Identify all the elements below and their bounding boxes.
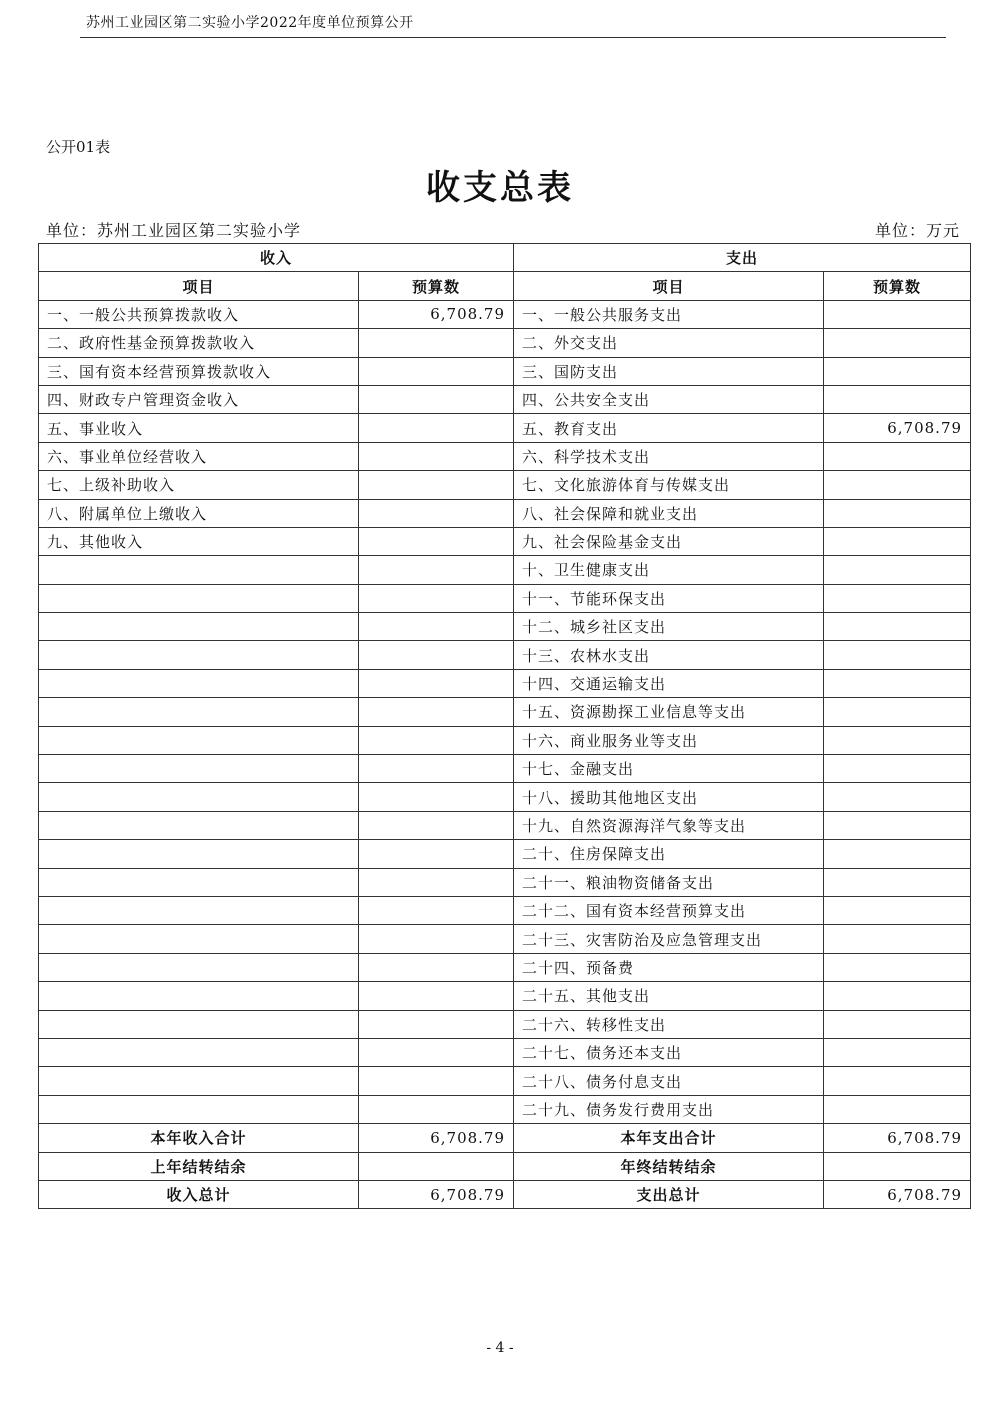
table-row <box>39 953 971 981</box>
expense-item-cell: 二十九、债务发行费用支出 <box>514 1095 824 1123</box>
expense-amount-cell <box>824 1038 971 1066</box>
expense-item-cell: 二十八、债务付息支出 <box>514 1067 824 1095</box>
income-item-cell <box>39 613 359 641</box>
table-row <box>39 1038 971 1066</box>
income-amount-cell: 6,708.79 <box>359 1180 514 1208</box>
expense-item-cell: 十四、交通运输支出 <box>514 669 824 697</box>
income-amount-cell <box>359 896 514 924</box>
expense-amount-cell <box>824 442 971 470</box>
expense-item-cell: 四、公共安全支出 <box>514 385 824 413</box>
income-amount-cell <box>359 414 514 442</box>
table-row <box>39 613 971 641</box>
table-row <box>39 385 971 413</box>
income-amount-cell <box>359 726 514 754</box>
income-amount-cell <box>359 584 514 612</box>
income-amount-cell <box>359 925 514 953</box>
income-item-cell <box>39 783 359 811</box>
table-row <box>39 527 971 555</box>
expense-amount-cell <box>824 1095 971 1123</box>
income-amount-cell <box>359 613 514 641</box>
expense-item-cell: 十、卫生健康支出 <box>514 556 824 584</box>
income-amount-cell <box>359 698 514 726</box>
table-row <box>39 783 971 811</box>
income-item-cell: 本年收入合计 <box>39 1124 359 1152</box>
table-row <box>39 329 971 357</box>
income-item-cell: 五、事业收入 <box>39 414 359 442</box>
income-item-cell <box>39 726 359 754</box>
income-amount-cell <box>359 783 514 811</box>
income-item-cell <box>39 641 359 669</box>
income-item-cell <box>39 868 359 896</box>
income-item-cell <box>39 1010 359 1038</box>
income-amount-cell <box>359 840 514 868</box>
expense-amount-cell <box>824 527 971 555</box>
expense-item-cell: 十八、援助其他地区支出 <box>514 783 824 811</box>
table-row <box>39 896 971 924</box>
table-row <box>39 726 971 754</box>
expense-item-cell: 三、国防支出 <box>514 357 824 385</box>
expense-item-cell: 十九、自然资源海洋气象等支出 <box>514 811 824 839</box>
table-row <box>39 641 971 669</box>
table-row <box>39 442 971 470</box>
expense-item-cell: 十六、商业服务业等支出 <box>514 726 824 754</box>
expense-amount-cell: 6,708.79 <box>824 1124 971 1152</box>
income-amount-cell <box>359 669 514 697</box>
income-item-cell <box>39 1095 359 1123</box>
expense-amount-cell <box>824 783 971 811</box>
income-amount-cell: 6,708.79 <box>359 300 514 328</box>
expense-item-cell: 十七、金融支出 <box>514 755 824 783</box>
income-amount-cell <box>359 357 514 385</box>
expense-amount-cell <box>824 556 971 584</box>
income-item-cell: 九、其他收入 <box>39 527 359 555</box>
income-amount-cell <box>359 1152 514 1180</box>
expense-amount-cell <box>824 471 971 499</box>
table-row <box>39 840 971 868</box>
expense-amount-cell: 6,708.79 <box>824 414 971 442</box>
expense-amount-cell <box>824 641 971 669</box>
income-amount-cell <box>359 471 514 499</box>
income-amount-cell <box>359 641 514 669</box>
income-item-cell <box>39 982 359 1010</box>
income-amount-cell <box>359 1067 514 1095</box>
income-amount-cell <box>359 527 514 555</box>
expense-amount-cell <box>824 925 971 953</box>
income-item-cell: 三、国有资本经营预算拨款收入 <box>39 357 359 385</box>
form-code: 公开01表 <box>46 138 111 156</box>
income-amount-cell <box>359 755 514 783</box>
expense-section-header: 支出 <box>514 244 971 272</box>
expense-amount-cell <box>824 584 971 612</box>
expense-amount-cell <box>824 755 971 783</box>
expense-item-cell: 六、科学技术支出 <box>514 442 824 470</box>
income-item-cell <box>39 698 359 726</box>
income-item-cell <box>39 755 359 783</box>
income-amount-cell <box>359 385 514 413</box>
expense-amount-cell <box>824 357 971 385</box>
income-item-cell: 二、政府性基金预算拨款收入 <box>39 329 359 357</box>
table-row <box>39 471 971 499</box>
table-row <box>39 584 971 612</box>
expense-item-cell: 二十四、预备费 <box>514 953 824 981</box>
expense-item-cell: 二十五、其他支出 <box>514 982 824 1010</box>
expense-item-cell: 一、一般公共服务支出 <box>514 300 824 328</box>
expense-item-cell: 二十三、灾害防治及应急管理支出 <box>514 925 824 953</box>
expense-item-cell: 二十一、粮油物资储备支出 <box>514 868 824 896</box>
table-row <box>39 755 971 783</box>
table-body <box>39 300 971 1209</box>
income-item-cell: 四、财政专户管理资金收入 <box>39 385 359 413</box>
expense-amount-cell <box>824 1067 971 1095</box>
income-amount-cell <box>359 442 514 470</box>
unit-name: 单位：苏州工业园区第二实验小学 <box>46 221 302 240</box>
table-row <box>39 868 971 896</box>
income-item-cell: 七、上级补助收入 <box>39 471 359 499</box>
expense-amount-cell <box>824 1152 971 1180</box>
expense-item-cell: 二十二、国有资本经营预算支出 <box>514 896 824 924</box>
table-row <box>39 1010 971 1038</box>
expense-amount-cell <box>824 982 971 1010</box>
expense-item-cell: 支出总计 <box>514 1180 824 1208</box>
expense-amount-cell <box>824 953 971 981</box>
income-amount-cell <box>359 953 514 981</box>
table-row <box>39 357 971 385</box>
income-item-cell <box>39 840 359 868</box>
expense-item-cell: 五、教育支出 <box>514 414 824 442</box>
income-item-column-header: 项目 <box>39 272 359 300</box>
income-item-cell: 八、附属单位上缴收入 <box>39 499 359 527</box>
table-row <box>39 499 971 527</box>
summary-row <box>39 1152 971 1180</box>
expense-amount-cell <box>824 329 971 357</box>
table-row <box>39 300 971 328</box>
budget-summary-table <box>38 243 971 1209</box>
expense-amount-cell <box>824 1010 971 1038</box>
expense-item-cell: 十二、城乡社区支出 <box>514 613 824 641</box>
expense-amount-cell <box>824 726 971 754</box>
expense-item-cell: 十五、资源勘探工业信息等支出 <box>514 698 824 726</box>
expense-amount-cell <box>824 669 971 697</box>
expense-amount-cell <box>824 698 971 726</box>
table-row <box>39 1067 971 1095</box>
income-item-cell: 一、一般公共预算拨款收入 <box>39 300 359 328</box>
income-amount-cell <box>359 868 514 896</box>
expense-item-cell: 十一、节能环保支出 <box>514 584 824 612</box>
summary-row <box>39 1124 971 1152</box>
document-title: 收支总表 <box>426 168 574 208</box>
expense-item-cell: 七、文化旅游体育与传媒支出 <box>514 471 824 499</box>
expense-amount-cell <box>824 499 971 527</box>
income-amount-cell <box>359 329 514 357</box>
expense-item-cell: 二、外交支出 <box>514 329 824 357</box>
expense-item-cell: 二十六、转移性支出 <box>514 1010 824 1038</box>
income-amount-cell <box>359 556 514 584</box>
income-item-cell <box>39 811 359 839</box>
income-amount-cell <box>359 1010 514 1038</box>
table-row <box>39 556 971 584</box>
table-row <box>39 698 971 726</box>
expense-item-cell: 十三、农林水支出 <box>514 641 824 669</box>
section-header-row <box>39 244 971 272</box>
income-item-cell: 六、事业单位经营收入 <box>39 442 359 470</box>
expense-item-cell: 本年支出合计 <box>514 1124 824 1152</box>
summary-row <box>39 1180 971 1208</box>
currency-unit: 单位：万元 <box>874 221 960 240</box>
expense-item-cell: 二十、住房保障支出 <box>514 840 824 868</box>
income-amount-cell <box>359 1038 514 1066</box>
income-amount-cell <box>359 1095 514 1123</box>
income-section-header: 收入 <box>39 244 514 272</box>
expense-amount-cell <box>824 300 971 328</box>
header-divider <box>80 37 946 38</box>
income-item-cell <box>39 896 359 924</box>
expense-amount-cell <box>824 840 971 868</box>
expense-item-cell: 八、社会保障和就业支出 <box>514 499 824 527</box>
expense-amount-column-header: 预算数 <box>824 272 971 300</box>
income-item-cell <box>39 1038 359 1066</box>
expense-item-column-header: 项目 <box>514 272 824 300</box>
income-amount-cell <box>359 811 514 839</box>
expense-item-cell: 二十七、债务还本支出 <box>514 1038 824 1066</box>
income-item-cell: 上年结转结余 <box>39 1152 359 1180</box>
expense-amount-cell <box>824 896 971 924</box>
income-item-cell <box>39 669 359 697</box>
table-row <box>39 811 971 839</box>
income-item-cell <box>39 925 359 953</box>
expense-amount-cell: 6,708.79 <box>824 1180 971 1208</box>
expense-amount-cell <box>824 385 971 413</box>
income-item-cell <box>39 953 359 981</box>
table-row <box>39 925 971 953</box>
expense-amount-cell <box>824 868 971 896</box>
table-row <box>39 414 971 442</box>
income-item-cell <box>39 584 359 612</box>
income-amount-cell: 6,708.79 <box>359 1124 514 1152</box>
column-header-row <box>39 272 971 300</box>
page-number: - 4 - <box>486 1340 514 1356</box>
running-header: 苏州工业园区第二实验小学2022年度单位预算公开 <box>86 15 414 31</box>
expense-item-cell: 九、社会保险基金支出 <box>514 527 824 555</box>
table-row <box>39 669 971 697</box>
income-amount-cell <box>359 499 514 527</box>
table-row <box>39 1095 971 1123</box>
income-item-cell <box>39 556 359 584</box>
expense-item-cell: 年终结转结余 <box>514 1152 824 1180</box>
expense-amount-cell <box>824 613 971 641</box>
income-amount-column-header: 预算数 <box>359 272 514 300</box>
income-amount-cell <box>359 982 514 1010</box>
income-item-cell <box>39 1067 359 1095</box>
table-row <box>39 982 971 1010</box>
expense-amount-cell <box>824 811 971 839</box>
income-item-cell: 收入总计 <box>39 1180 359 1208</box>
